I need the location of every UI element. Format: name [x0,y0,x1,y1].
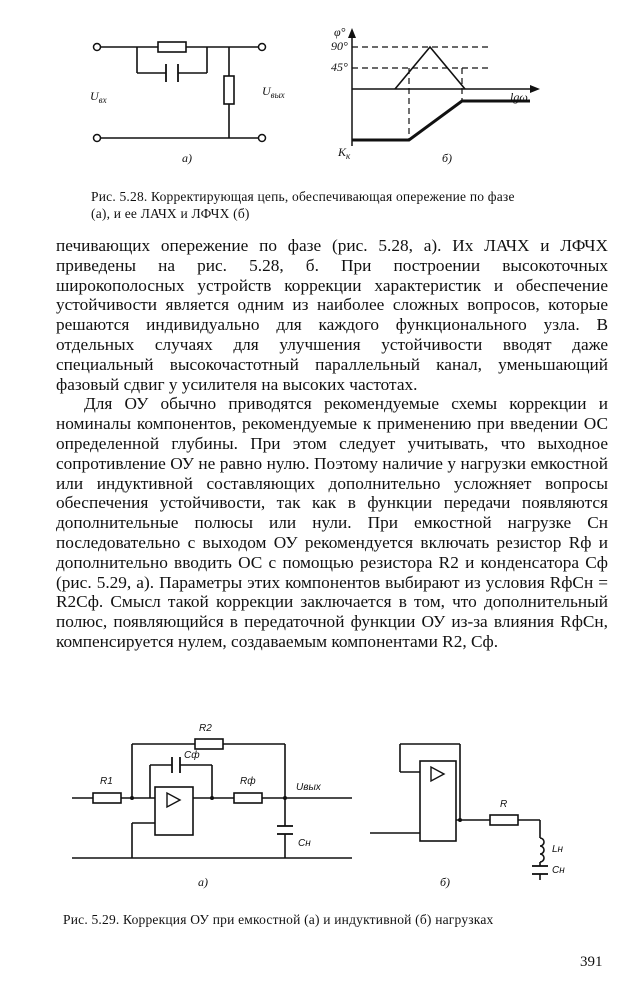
r1-label: R1 [100,776,113,787]
tick-90-label: 90° [331,39,348,53]
cn-label: Cн [298,838,311,849]
phi-axis-label: φ° [334,25,346,39]
k-axis-label: $K_к$ [338,145,351,161]
cn-capacitor-b [532,866,548,874]
junction-dot [458,818,462,822]
paragraph-2: Для ОУ обычно приводятся рекомендуемые схемы коррекции и номиналы компонентов, рекомендуемые к применению при введении ОС определенной глубины. При этом следует учитывать, что выходное сопротивление ОУ не равно нулю. Поэтому наличие у нагрузки емкостной или индуктивной составляющих дополнительно усложняет вопросы обеспечения устойчивости, так как в функции передачи появляются дополнительные полюсы или нули. При емкостной нагрузке Cн последовательно с выходом ОУ рекомендуется включать резистор Rф и дополнительно вводить ОС с помощью резистора R2 и конденсатора Cф (рис. 5.29, а). Параметры этих компонентов выбирают из условия RфCн = R2Cф. Смысл такой коррекции заключается в том, что дополнительный полюс, появляющийся в передаточной функции ОУ из-за влияния RфCн, компенсируется нулем, создаваемым компонентами R2, Cф. [56,394,608,651]
opamp-b [420,761,456,841]
output-label: Uвых [296,782,321,793]
figure-5-28-caption: Рис. 5.28. Корректирующая цепь, обеспечивающая опережение по фазе (а), и ее ЛАЧХ и ЛФЧХ (б) [91,189,515,221]
r-resistor [490,815,518,825]
ln-label: Lн [552,844,564,855]
x-axis-label: lgω [510,90,528,104]
panel-b-label: б) [442,151,453,165]
page-number: 391 [580,954,603,970]
r2-label: R2 [199,723,212,734]
r-label: R [500,799,508,810]
rf-label: Rф [240,776,256,787]
cn-label-b: Cн [552,865,565,876]
input-voltage-label: $U_{вх}$ [90,89,107,105]
tick-45-label: 45° [331,60,348,74]
panel-b-label: б) [440,875,451,889]
panel-a-label: а) [182,151,192,165]
cf-label: Cф [184,750,200,761]
paragraph-1: печивающих опережение по фазе (рис. 5.28, а). Их ЛАЧХ и ЛФЧХ приведены на рис. 5.28, б. При построении высокоточных широкополосных устройств коррекции характеристик и обеспечение устойчивости является одним из наиболее сложных вопросов, которые решаются индивидуально для каждого функционального узла. В отдельных случаях для улучшения устойчивости вводят даже специальный высокочастотный параллельный канал, уменьшающий фазовый сдвиг у усилителя на высоких частотах. [56,236,608,394]
output-voltage-label: $U_{вых}$ [262,84,285,100]
figure-5-29-caption: Рис. 5.29. Коррекция ОУ при емкостной (а) и индуктивной (б) нагрузках [63,912,494,927]
panel-a-label: а) [198,875,208,889]
